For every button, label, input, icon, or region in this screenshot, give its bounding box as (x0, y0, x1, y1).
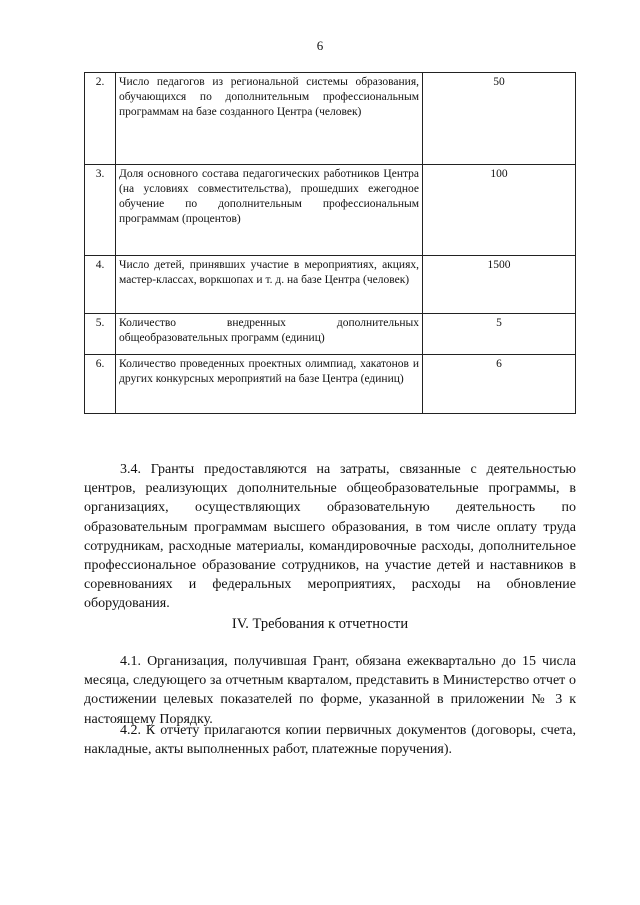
paragraph-3-4 (84, 460, 576, 614)
section-heading: IV. Требования к отчетности (231, 616, 409, 632)
table-row (85, 165, 576, 256)
indicators-table (84, 72, 576, 414)
paragraph-3-4-text: 3.4. Гранты предоставляются на затраты, связанные с деятельностью центров, реализующих дополнительные общеобразовательные программы, в организациях, осуществляющих образовательную деятельность по образовательным программам высшего образования, в том числе оплату труда сотрудникам, расходные материалы, командировочные расходы, дополнительное профессиональное образование сотрудников, на участие детей и наставников в соревнованиях и федеральных мероприятиях, расходы на обновление оборудования. (84, 462, 576, 612)
row-number: 2. (85, 73, 116, 165)
row-value: 5 (423, 314, 576, 355)
row-description: Количество проведенных проектных олимпиад, хакатонов и других конкурсных мероприятий на базе Центра (единиц) (116, 355, 423, 414)
paragraph-4-1-text: 4.1. Организация, получившая Грант, обязана ежеквартально до 15 числа месяца, следующего за отчетным кварталом, представить в Министерство отчет о достижении целевых показателей по форме, указанной в приложении № 3 к настоящему Порядку. (84, 654, 576, 727)
row-number: 5. (85, 314, 116, 355)
row-number: 6. (85, 355, 116, 414)
paragraph-4-2-text: 4.2. К отчету прилагаются копии первичных документов (договоры, счета, накладные, акты выполненных работ, платежные поручения). (84, 723, 576, 758)
row-value: 1500 (423, 256, 576, 314)
row-description: Доля основного состава педагогических работников Центра (на условиях совместительства), прошедших ежегодное обучение по дополнительным профессиональным программам (процентов) (116, 165, 423, 256)
paragraph-4-2 (84, 721, 576, 759)
table-row (85, 355, 576, 414)
row-description: Число педагогов из региональной системы образования, обучающихся по дополнительным профессиональным программам на базе созданного Центра (человек) (116, 73, 423, 165)
row-description: Число детей, принявших участие в мероприятиях, акциях, мастер-классах, воркшопах и т. д. на базе Центра (человек) (116, 256, 423, 314)
row-value: 6 (423, 355, 576, 414)
page-number: 6 (316, 38, 324, 53)
row-description: Количество внедренных дополнительных общеобразовательных программ (единиц) (116, 314, 423, 355)
table-row (85, 256, 576, 314)
row-value: 50 (423, 73, 576, 165)
paragraph-4-1 (84, 652, 576, 729)
table-row (85, 73, 576, 165)
row-number: 4. (85, 256, 116, 314)
row-value: 100 (423, 165, 576, 256)
row-number: 3. (85, 165, 116, 256)
table-row (85, 314, 576, 355)
